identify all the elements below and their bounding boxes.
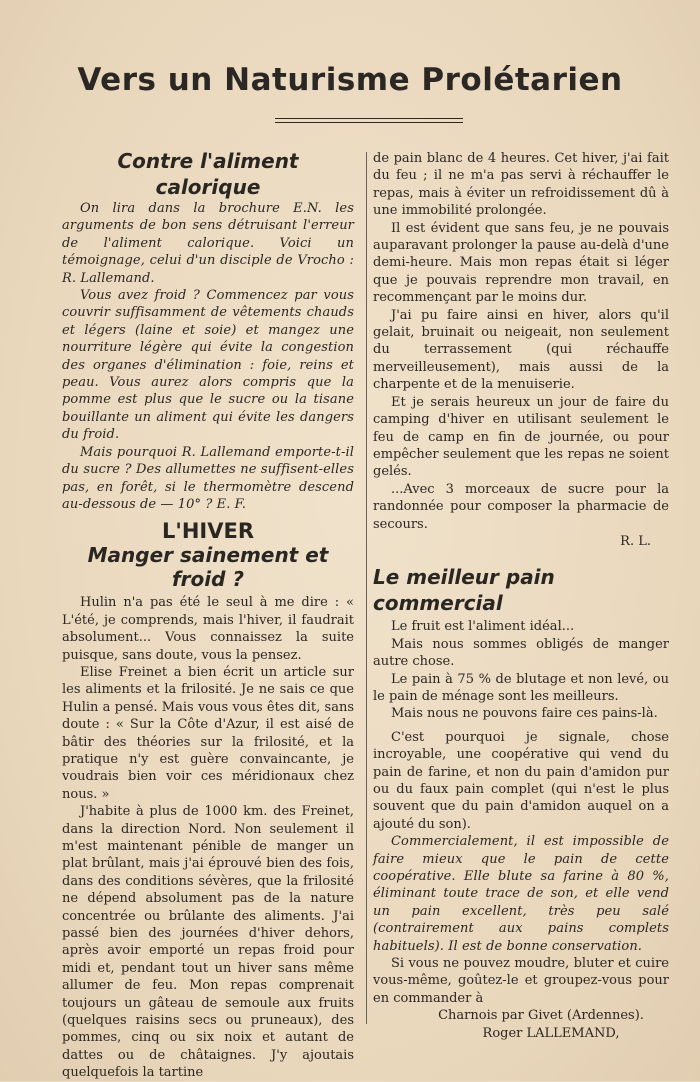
paragraph: Mais nous sommes obligés de manger autre chose. — [373, 636, 669, 670]
column-divider — [366, 152, 367, 1024]
section-heading-aliment-calorique: Contre l'aliment calorique — [117, 149, 299, 199]
paragraph: Hulin n'a pas été le seul à me dire : « L'été, je comprends, mais l'hiver, il faudrait absolument... Vous connaissez la suite puisque, sans doute, vous la pensez. — [62, 595, 354, 663]
paragraph: C'est pourquoi je signale, chose incroyable, une coopérative qui vend du pain de farine, et non du pain d'amidon pur ou du faux pain complet (qui n'est le plus souvent que du pain d'amidon auquel on a ajouté du son). — [373, 729, 669, 832]
paragraph: Commercialement, il est impossible de faire mieux que le pain de cette coopérative. Elle blute sa farine à 80 %, éliminant toute trace de son, et elle vend un pain excellent, très peu salé (contrairement aux pains complets habituels). Il est de bonne conservation. — [373, 834, 669, 954]
paragraph: Et je serais heureux un jour de faire du camping d'hiver en utilisant seulement le feu de camp en fin de journée, ou pour empêcher seulement que les repas ne soient gelés. — [373, 394, 669, 480]
author-signature: Roger LALLEMAND, — [482, 1025, 620, 1041]
signature-initials: R. L. — [620, 533, 651, 549]
section-heading-hiver: L'HIVER — [162, 519, 254, 544]
paragraph: J'ai pu faire ainsi en hiver, alors qu'il gelait, bruinait ou neigeait, non seulement du terrassement (qui réchauffe merveilleusement), mais aussi de la charpente et de la menuiserie. — [373, 307, 669, 393]
section-heading-meilleur-pain: Le meilleur pain commercial — [373, 565, 555, 616]
paragraph: On lira dans la brochure E.N. les arguments de bon sens détruisant l'erreur de l'aliment calorique. Voici un témoignage, celui d'un disciple de Vrocho : R. Lallemand. — [62, 201, 354, 286]
paragraph: Le pain à 75 % de blutage et non levé, ou le pain de ménage sont les meilleurs. — [373, 671, 669, 704]
paragraph: Il est évident que sans feu, je ne pouvais auparavant prolonger la pause au-delà d'une demi-heure. Mais mon repas était si léger que je pouvais reprendre mon travail, en recommençant par le moins dur. — [373, 220, 669, 306]
paragraph: Elise Freinet a bien écrit un article sur les aliments et la frilosité. Je ne sais ce que Hulin a pensé. Mais vous vous êtes dit, sans doute : « Sur la Côte d'Azur, il est aisé de bâtir des théories sur la frilosité, et la pratique n'y est guère convaincante, je voudrais bien voir ces méridionaux chez nous. » — [62, 664, 354, 802]
paragraph: Mais nous ne pouvons faire ces pains-là. — [391, 706, 658, 722]
paragraph: Si vous ne pouvez moudre, bluter et cuire vous-même, goûtez-le et groupez-vous pour en commander à — [373, 956, 669, 1006]
paragraph: J'habite à plus de 1000 km. des Freinet, dans la direction Nord. Non seulement il m'est maintenant pénible de manger un plat brûlant, mais j'ai éprouvé bien des fois, dans des conditions sévères, que la frilosité ne dépend absolument pas de la nature concentrée ou brûlante des aliments. J'ai passé bien des journées d'hiver dehors, après avoir emporté un repas froid pour midi et, pendant tout un hiver sans même allumer de feu. Mon repas comprenait toujours un gâteau de semoule aux fruits (quelques raisins secs ou pruneaux), des pommes, cinq ou six noix et autant de dattes ou de châtaignes. J'y ajoutais quelquefois la tartine — [62, 804, 354, 1081]
section-subheading: Manger sainement et froid ? — [87, 543, 329, 592]
left-column — [62, 148, 354, 1082]
title-rule-top — [275, 118, 463, 119]
address-line: Charnois par Givet (Ardennes). — [438, 1008, 644, 1024]
title-rule-bottom — [275, 122, 463, 123]
paragraph: Mais pourquoi R. Lallemand emporte-t-il du sucre ? Des allumettes ne suffisent-elles pas, en forêt, si le thermomètre descend au-dessous de — 10° ? E. F. — [62, 444, 354, 512]
paragraph: de pain blanc de 4 heures. Cet hiver, j'ai fait du feu ; il ne m'a pas servi à réchauffer le repas, mais à éviter un refroidissement dû à une immobilité prolongée. — [373, 151, 669, 219]
right-column — [373, 150, 669, 1042]
paragraph: Vous avez froid ? Commencez par vous couvrir suffisamment de vêtements chauds et légers (laine et soie) et mangez une nourriture légère qui évite la congestion des organes d'élimination : foie, reins et peau. Vous aurez alors compris que la pomme est plus que le sucre ou la tisane bouillante un aliment qui évite les dangers du froid. — [62, 288, 354, 443]
paragraph: ...Avec 3 morceaux de sucre pour la randonnée pour composer la pharmacie de secours. — [373, 481, 669, 532]
page-title: Vers un Naturisme Prolétarien — [77, 62, 623, 98]
paragraph: Le fruit est l'aliment idéal... — [391, 619, 575, 635]
